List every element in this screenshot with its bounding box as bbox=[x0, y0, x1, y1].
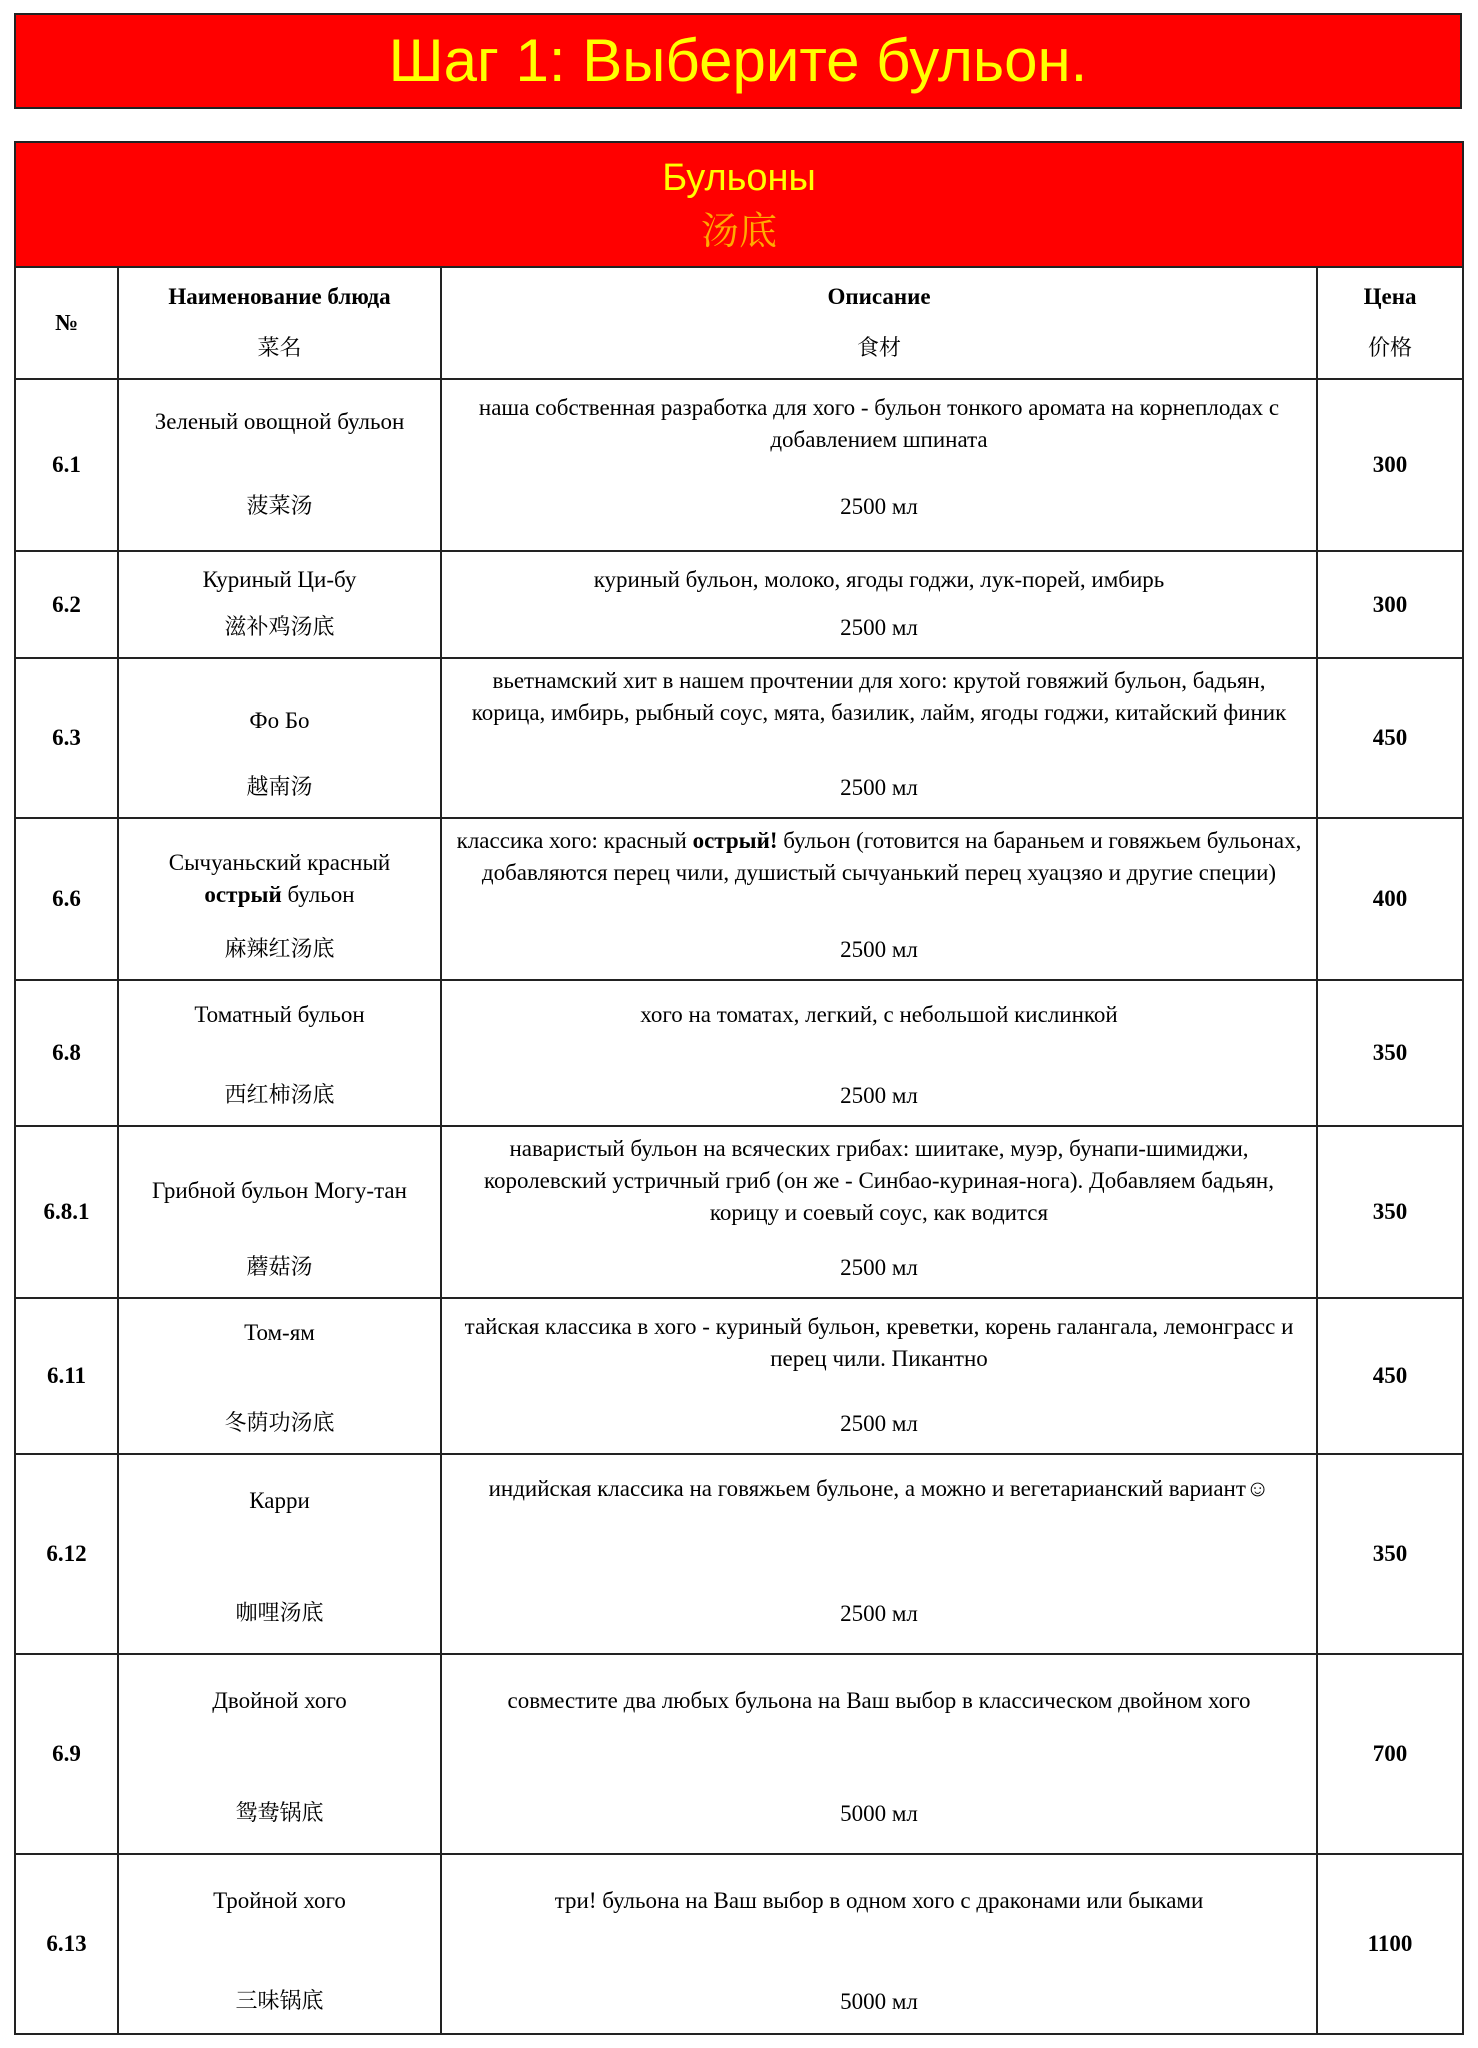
item-price: 350 bbox=[1317, 1126, 1463, 1298]
column-header-number: № bbox=[15, 267, 118, 379]
item-name-cell bbox=[118, 980, 441, 1126]
item-name-ru: Томатный бульон bbox=[194, 1002, 365, 1027]
item-number: 6.8.1 bbox=[15, 1126, 118, 1298]
item-description-cell bbox=[441, 1298, 1317, 1454]
item-number: 6.3 bbox=[15, 658, 118, 818]
item-price: 450 bbox=[1317, 1298, 1463, 1454]
item-price: 350 bbox=[1317, 1454, 1463, 1654]
spicy-highlight: острый! bbox=[692, 828, 778, 853]
item-description: индийская классика на говяжьем бульоне, а можно и вегетарианский вариант☺ bbox=[488, 1476, 1270, 1501]
item-number: 6.11 bbox=[15, 1298, 118, 1454]
item-name-ru: Куриный Ци-бу bbox=[202, 567, 357, 592]
item-description-cell bbox=[441, 1854, 1317, 2034]
item-volume: 2500 мл bbox=[840, 1083, 918, 1108]
item-name-zh: 鸳鸯锅底 bbox=[235, 1801, 324, 1826]
step-title: Шаг 1: Выберите бульон. bbox=[388, 27, 1088, 94]
item-name-zh: 菠菜汤 bbox=[246, 494, 313, 519]
table-row bbox=[15, 980, 1463, 1126]
table-row bbox=[15, 1654, 1463, 1854]
item-name-ru: Фо Бо bbox=[249, 708, 310, 733]
item-description: три! бульона на Ваш выбор в одном хого с драконами или быками bbox=[554, 1888, 1204, 1913]
item-number: 6.8 bbox=[15, 980, 118, 1126]
item-number: 6.9 bbox=[15, 1654, 118, 1854]
column-header-name-zh: 菜名 bbox=[257, 336, 302, 361]
item-description-cell bbox=[441, 379, 1317, 551]
item-name-ru: Тройной хого bbox=[213, 1888, 346, 1913]
table-row bbox=[15, 551, 1463, 658]
item-name-cell bbox=[118, 551, 441, 658]
table-row bbox=[15, 658, 1463, 818]
item-volume: 2500 мл bbox=[840, 1255, 918, 1280]
item-price: 450 bbox=[1317, 658, 1463, 818]
item-name-cell bbox=[118, 379, 441, 551]
item-description: куриный бульон, молоко, ягоды годжи, лук-порей, имбирь bbox=[593, 567, 1165, 592]
item-description: совместите два любых бульона на Ваш выбор в классическом двойном хого bbox=[507, 1688, 1251, 1713]
item-description-cell bbox=[441, 1654, 1317, 1854]
item-name-cell bbox=[118, 658, 441, 818]
item-number: 6.13 bbox=[15, 1854, 118, 2034]
item-name-cell bbox=[118, 1298, 441, 1454]
item-number: 6.12 bbox=[15, 1454, 118, 1654]
section-title-ru: Бульоны bbox=[662, 156, 816, 199]
item-description: наваристый бульон на всяческих грибах: шиитаке, муэр, бунапи-шимиджи, королевский устричный гриб (он же - Синбао-куриная-нога). Добавляем бадьян, корицу и соевый соус, как водится bbox=[484, 1136, 1274, 1225]
item-name-zh: 冬荫功汤底 bbox=[224, 1411, 335, 1436]
item-name-zh: 三味锅底 bbox=[235, 1989, 324, 2014]
item-name-cell bbox=[118, 818, 441, 980]
item-price: 300 bbox=[1317, 379, 1463, 551]
item-name-ru: Грибной бульон Могу-тан bbox=[152, 1178, 407, 1203]
column-header-desc-ru: Описание bbox=[827, 284, 931, 309]
item-name-zh: 滋补鸡汤底 bbox=[224, 615, 335, 640]
section-header bbox=[15, 142, 1463, 267]
item-name-zh: 蘑菇汤 bbox=[246, 1255, 313, 1280]
column-header-description bbox=[441, 267, 1317, 379]
item-description-cell bbox=[441, 980, 1317, 1126]
section-title-zh: 汤底 bbox=[701, 208, 778, 253]
item-description: хого на томатах, легкий, с небольшой кислинкой bbox=[640, 1002, 1118, 1027]
column-header-price-zh: 价格 bbox=[1368, 336, 1413, 361]
item-volume: 2500 мл bbox=[840, 615, 918, 640]
item-volume: 5000 мл bbox=[840, 1801, 918, 1826]
item-price: 1100 bbox=[1317, 1854, 1463, 2034]
column-header-name bbox=[118, 267, 441, 379]
item-description-cell bbox=[441, 658, 1317, 818]
item-price: 300 bbox=[1317, 551, 1463, 658]
item-name-cell bbox=[118, 1654, 441, 1854]
item-description-cell bbox=[441, 1454, 1317, 1654]
table-row bbox=[15, 1298, 1463, 1454]
item-name-zh: 咖哩汤底 bbox=[235, 1601, 324, 1626]
item-name-ru: Двойной хого bbox=[212, 1688, 347, 1713]
item-price: 400 bbox=[1317, 818, 1463, 980]
item-price: 350 bbox=[1317, 980, 1463, 1126]
item-name-cell bbox=[118, 1854, 441, 2034]
item-number: 6.2 bbox=[15, 551, 118, 658]
item-description-cell bbox=[441, 818, 1317, 980]
table-row bbox=[15, 818, 1463, 980]
table-row bbox=[15, 379, 1463, 551]
column-header-name-ru: Наименование блюда bbox=[168, 284, 391, 309]
table-row bbox=[15, 1854, 1463, 2034]
item-volume: 2500 мл bbox=[840, 1411, 918, 1436]
item-name-zh: 越南汤 bbox=[246, 775, 313, 800]
item-volume: 5000 мл bbox=[840, 1989, 918, 2014]
item-volume: 2500 мл bbox=[840, 1601, 918, 1626]
broth-menu-table bbox=[14, 141, 1464, 2035]
step-banner bbox=[14, 13, 1462, 109]
item-name-cell bbox=[118, 1454, 441, 1654]
item-name-ru: Сычуаньский красный острый бульон bbox=[168, 850, 391, 907]
item-volume: 2500 мл bbox=[840, 775, 918, 800]
spicy-highlight: острый bbox=[204, 882, 282, 907]
item-name-cell bbox=[118, 1126, 441, 1298]
column-header-price-ru: Цена bbox=[1363, 284, 1417, 309]
item-name-ru: Том-ям bbox=[244, 1320, 315, 1345]
item-description: классика хого: красный острый! бульон (готовится на бараньем и говяжьем бульонах, добавляются перец чили, душистый сычуанький перец хуацзяо и другие специи) bbox=[456, 828, 1302, 885]
column-header-desc-zh: 食材 bbox=[856, 336, 901, 361]
column-header-row bbox=[15, 267, 1463, 379]
table-row bbox=[15, 1126, 1463, 1298]
item-description: вьетнамский хит в нашем прочтении для хого: крутой говяжий бульон, бадьян, корица, имбирь, рыбный соус, мята, базилик, лайм, ягоды годжи, китайский финик bbox=[471, 668, 1287, 725]
column-header-price bbox=[1317, 267, 1463, 379]
item-price: 700 bbox=[1317, 1654, 1463, 1854]
table-row bbox=[15, 1454, 1463, 1654]
item-description-cell bbox=[441, 1126, 1317, 1298]
item-number: 6.6 bbox=[15, 818, 118, 980]
item-name-ru: Карри bbox=[249, 1488, 310, 1513]
item-name-zh: 西红柿汤底 bbox=[224, 1083, 335, 1108]
item-description-cell bbox=[441, 551, 1317, 658]
item-volume: 2500 мл bbox=[840, 937, 918, 962]
item-name-zh: 麻辣红汤底 bbox=[224, 937, 335, 962]
item-description: тайская классика в хого - куриный бульон, креветки, корень галангала, лемонграсс и перец чили. Пикантно bbox=[464, 1314, 1294, 1371]
item-name-ru: Зеленый овощной бульон bbox=[154, 409, 405, 434]
item-description: наша собственная разработка для хого - бульон тонкого аромата на корнеплодах с добавлением шпината bbox=[478, 395, 1280, 452]
item-number: 6.1 bbox=[15, 379, 118, 551]
section-header-row bbox=[15, 142, 1463, 267]
item-volume: 2500 мл bbox=[840, 494, 918, 519]
